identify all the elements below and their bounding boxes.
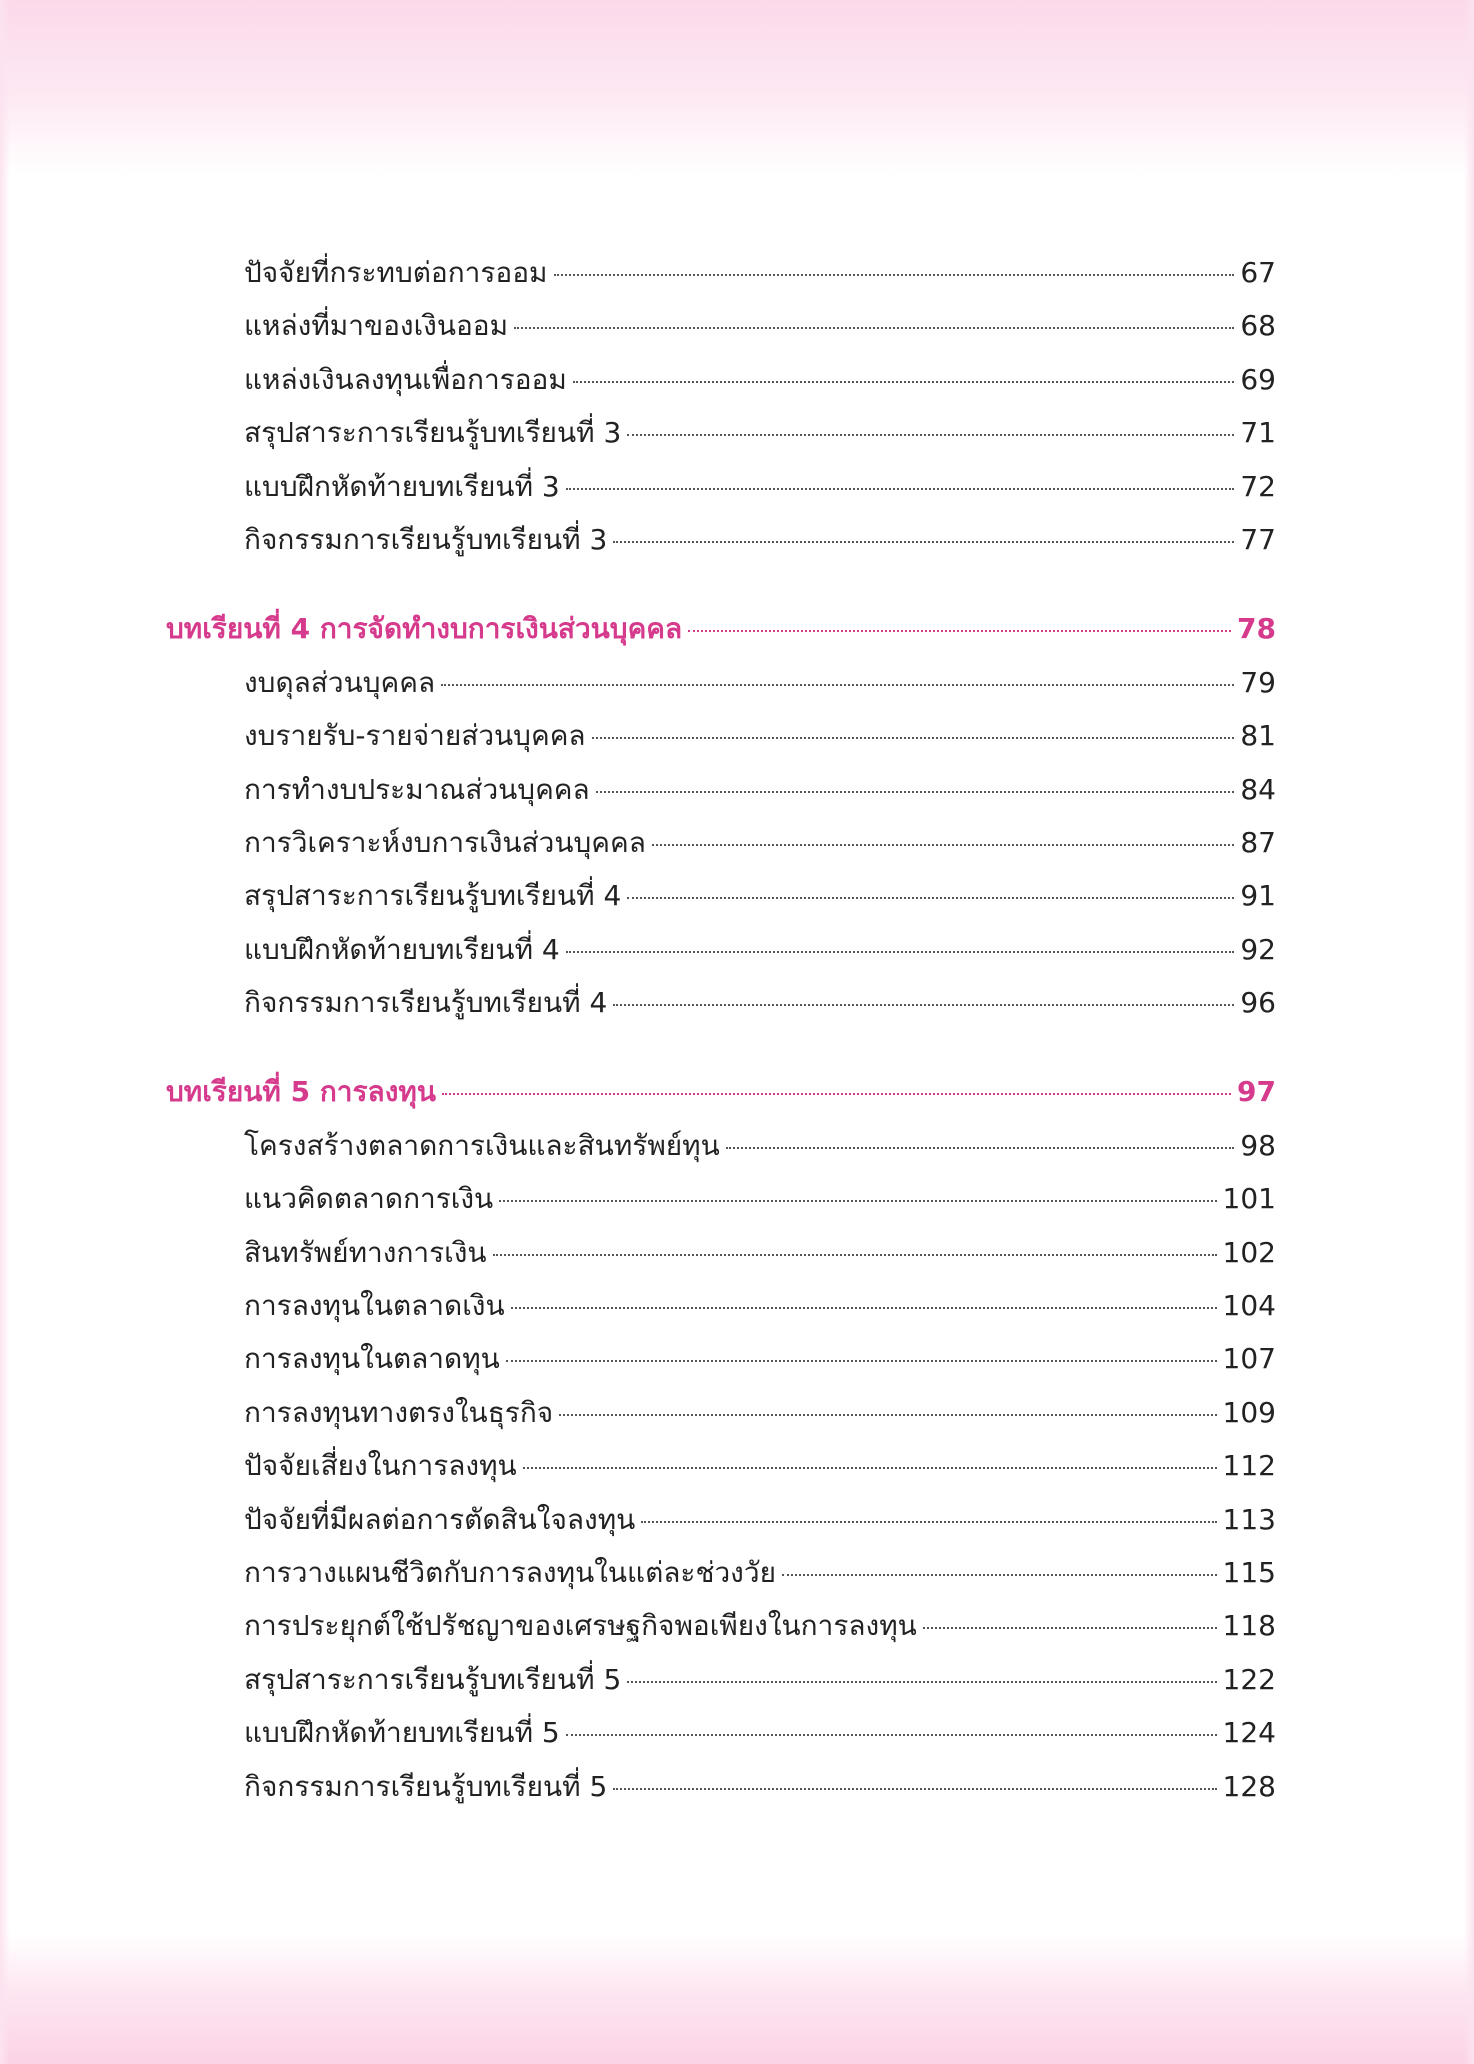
toc-entry-title: การลงทุนในตลาดเงิน xyxy=(244,1289,505,1323)
dot-leader xyxy=(499,1200,1216,1202)
toc-entry xyxy=(166,513,1276,566)
dot-leader xyxy=(613,1788,1216,1790)
toc-page-number: 68 xyxy=(1240,309,1276,343)
toc-entry xyxy=(166,1706,1276,1759)
toc-entry-title: การวางแผนชีวิตกับการลงทุนในแต่ละช่วงวัย xyxy=(244,1555,776,1589)
toc-group xyxy=(166,1065,1276,1812)
toc-page-number: 98 xyxy=(1240,1128,1276,1162)
dot-leader xyxy=(566,1734,1217,1736)
toc-entry xyxy=(166,656,1276,709)
toc-page-number: 115 xyxy=(1222,1555,1276,1589)
dot-leader xyxy=(782,1574,1217,1576)
left-page-edge xyxy=(0,0,10,2064)
toc-chapter-entry xyxy=(166,1065,1276,1118)
dot-leader xyxy=(554,274,1234,276)
toc-entry xyxy=(166,1279,1276,1332)
dot-leader xyxy=(514,327,1234,329)
toc-entry-title: ปัจจัยเสี่ยงในการลงทุน xyxy=(244,1449,517,1483)
toc-page-number: 113 xyxy=(1222,1502,1276,1536)
toc-entry-title: ปัจจัยที่กระทบต่อการออม xyxy=(244,256,548,289)
toc-page-number: 92 xyxy=(1240,932,1276,966)
dot-leader xyxy=(652,844,1234,846)
toc-entry xyxy=(166,923,1276,976)
dot-leader xyxy=(573,381,1234,383)
dot-leader xyxy=(613,541,1234,543)
top-decorative-band xyxy=(0,0,1474,175)
dot-leader xyxy=(566,488,1234,490)
toc-entry-title: กิจกรรมการเรียนรู้บทเรียนที่ 3 xyxy=(244,522,608,556)
toc-entry xyxy=(166,1653,1276,1706)
toc-entry xyxy=(166,1439,1276,1492)
toc-page-number: 79 xyxy=(1240,665,1276,699)
toc-entry-title: กิจกรรมการเรียนรู้บทเรียนที่ 4 xyxy=(244,986,608,1020)
toc-entry xyxy=(166,1386,1276,1439)
toc-entry xyxy=(166,869,1276,922)
toc-page-number: 77 xyxy=(1240,522,1276,556)
toc-page-number: 71 xyxy=(1240,416,1276,450)
bottom-decorative-band xyxy=(0,1935,1474,2064)
toc-page-number: 91 xyxy=(1240,879,1276,913)
toc-page-number: 84 xyxy=(1240,772,1276,806)
toc-entry-title: การประยุกต์ใช้ปรัชญาของเศรษฐกิจพอเพียงในการลงทุน xyxy=(244,1609,917,1643)
toc-entry-title: สินทรัพย์ทางการเงิน xyxy=(244,1235,487,1269)
toc-entry-title: การลงทุนทางตรงในธุรกิจ xyxy=(244,1395,554,1429)
toc-page-number: 109 xyxy=(1222,1395,1276,1429)
toc-entry xyxy=(166,1119,1276,1172)
toc-entry xyxy=(166,1172,1276,1225)
toc-page-number: 128 xyxy=(1222,1769,1276,1803)
toc-page-number: 101 xyxy=(1222,1182,1276,1216)
toc-entry xyxy=(166,709,1276,762)
toc-entry-title: แหล่งที่มาของเงินออม xyxy=(244,309,509,343)
dot-leader xyxy=(592,737,1234,739)
toc-entry xyxy=(166,976,1276,1029)
toc-entry-title: โครงสร้างตลาดการเงินและสินทรัพย์ทุน xyxy=(244,1128,720,1162)
toc-entry xyxy=(166,1493,1276,1546)
toc-entry xyxy=(166,1760,1276,1813)
dot-leader xyxy=(523,1467,1217,1469)
toc-page-number: 122 xyxy=(1222,1662,1276,1696)
toc-page-number: 107 xyxy=(1222,1342,1276,1376)
toc-chapter-entry xyxy=(166,602,1276,655)
toc-page-number: 102 xyxy=(1222,1235,1276,1269)
dot-leader xyxy=(511,1307,1217,1309)
dot-leader xyxy=(641,1521,1216,1523)
toc-page-number: 118 xyxy=(1222,1609,1276,1643)
toc-page-number: 72 xyxy=(1240,469,1276,503)
toc-page-number: 78 xyxy=(1237,612,1276,646)
toc-entry xyxy=(166,299,1276,352)
toc-page-number: 97 xyxy=(1237,1075,1276,1109)
toc-page-number: 87 xyxy=(1240,825,1276,859)
toc-entry-title: แบบฝึกหัดท้ายบทเรียนที่ 3 xyxy=(244,469,560,503)
dot-leader xyxy=(596,791,1234,793)
dot-leader xyxy=(566,951,1234,953)
toc-entry-title: บทเรียนที่ 4 การจัดทำงบการเงินส่วนบุคคล xyxy=(166,612,683,646)
dot-leader xyxy=(613,1004,1234,1006)
toc-entry-title: สรุปสาระการเรียนรู้บทเรียนที่ 4 xyxy=(244,879,622,913)
toc-entry-title: แบบฝึกหัดท้ายบทเรียนที่ 5 xyxy=(244,1716,560,1750)
toc-entry xyxy=(166,353,1276,406)
dot-leader xyxy=(688,630,1231,632)
toc-entry xyxy=(166,1332,1276,1385)
toc-page-number: 69 xyxy=(1240,362,1276,396)
toc-entry-title: แนวคิดตลาดการเงิน xyxy=(244,1182,494,1216)
toc-page-number: 104 xyxy=(1222,1289,1276,1323)
dot-leader xyxy=(627,897,1234,899)
toc-entry-title: ปัจจัยที่มีผลต่อการตัดสินใจลงทุน xyxy=(244,1502,636,1536)
toc-entry-title: สรุปสาระการเรียนรู้บทเรียนที่ 3 xyxy=(244,416,622,450)
toc-entry-title: การลงทุนในตลาดทุน xyxy=(244,1342,500,1376)
toc-page-number: 124 xyxy=(1222,1716,1276,1750)
dot-leader xyxy=(627,434,1234,436)
dot-leader xyxy=(493,1254,1217,1256)
toc-entry-title: งบดุลส่วนบุคคล xyxy=(244,665,436,699)
dot-leader xyxy=(726,1147,1234,1149)
dot-leader xyxy=(506,1360,1217,1362)
toc-entry xyxy=(166,763,1276,816)
toc-entry-title: สรุปสาระการเรียนรู้บทเรียนที่ 5 xyxy=(244,1662,622,1696)
toc-group xyxy=(166,246,1276,566)
toc-page-number: 67 xyxy=(1240,256,1276,289)
dot-leader xyxy=(441,684,1234,686)
toc-entry-title: แบบฝึกหัดท้ายบทเรียนที่ 4 xyxy=(244,932,560,966)
toc-page-number: 81 xyxy=(1240,719,1276,753)
toc-entry-title: การทำงบประมาณส่วนบุคคล xyxy=(244,772,590,806)
toc-entry-title: แหล่งเงินลงทุนเพื่อการออม xyxy=(244,362,567,396)
toc-page-number: 112 xyxy=(1222,1449,1276,1483)
dot-leader xyxy=(442,1093,1231,1095)
toc-entry xyxy=(166,1546,1276,1599)
dot-leader xyxy=(923,1627,1217,1629)
toc-entry xyxy=(166,460,1276,513)
right-page-edge xyxy=(1464,0,1474,2064)
toc-entry xyxy=(166,246,1276,299)
toc-page-number: 96 xyxy=(1240,986,1276,1020)
toc-entry-title: กิจกรรมการเรียนรู้บทเรียนที่ 5 xyxy=(244,1769,608,1803)
dot-leader xyxy=(559,1414,1216,1416)
toc-entry-title: บทเรียนที่ 5 การลงทุน xyxy=(166,1075,436,1109)
toc-entry xyxy=(166,406,1276,459)
toc-entry-title: การวิเคราะห์งบการเงินส่วนบุคคล xyxy=(244,825,646,859)
toc-entry-title: งบรายรับ-รายจ่ายส่วนบุคคล xyxy=(244,719,586,753)
toc-entry xyxy=(166,1599,1276,1652)
toc-entry xyxy=(166,1226,1276,1279)
toc-group xyxy=(166,602,1276,1029)
toc-entry xyxy=(166,816,1276,869)
table-of-contents xyxy=(166,246,1276,1849)
dot-leader xyxy=(627,1681,1216,1683)
